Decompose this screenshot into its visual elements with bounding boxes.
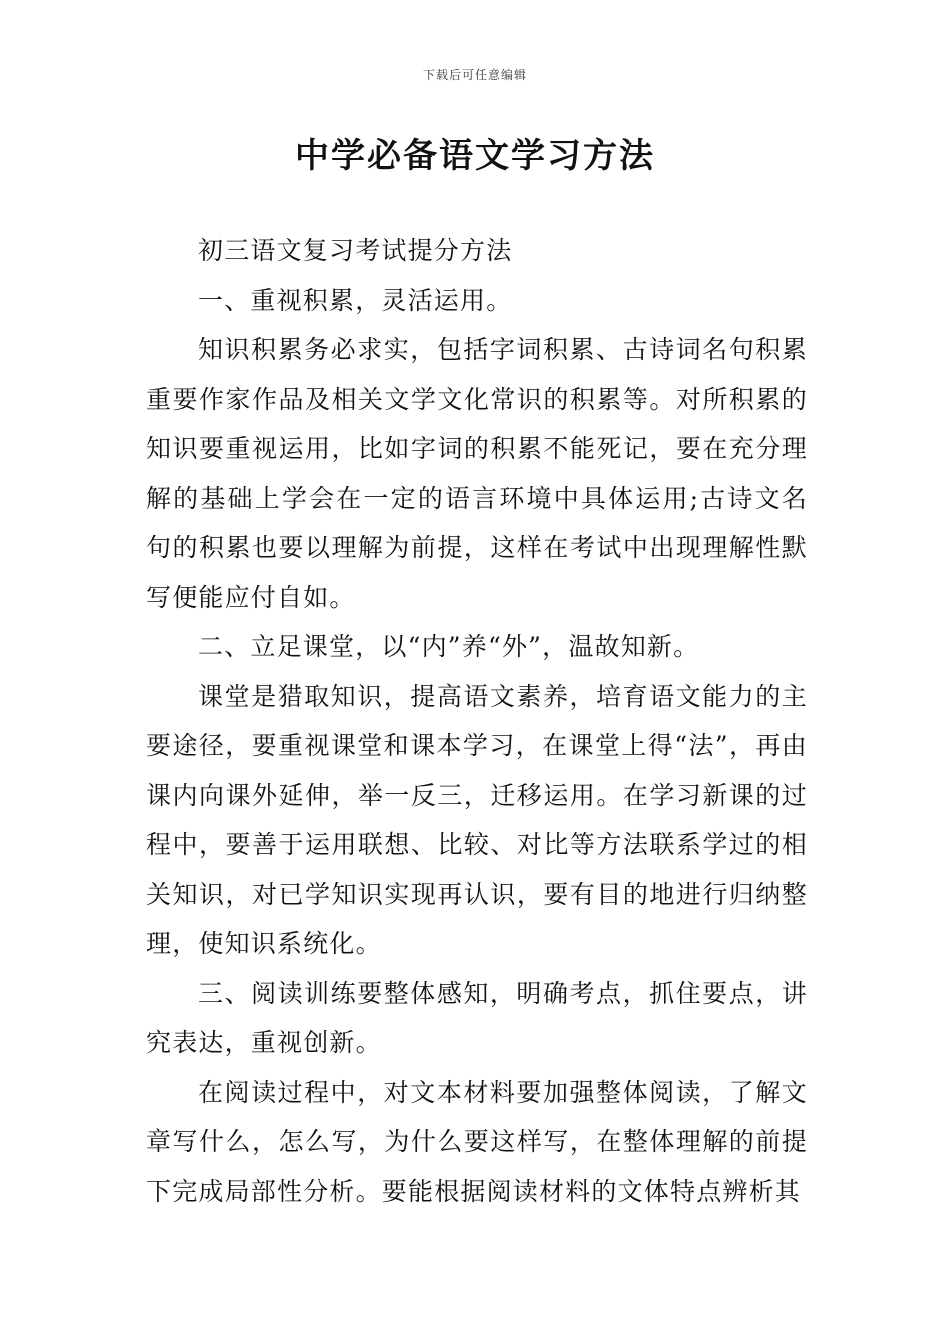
paragraph-section-2-body: 课堂是猎取知识，提高语文素养，培育语文能力的主要途径，要重视课堂和课本学习，在课堂上得“法”，再由课内向课外延伸，举一反三，迁移运用。在学习新课的过程中，要善于运用联想、比较、对比等方法联系学过的相关知识，对已学知识实现再认识，要有目的地进行归纳整理，使知识系统化。 — [146, 681, 808, 958]
header-note: 下载后可任意编辑 — [422, 68, 527, 82]
paragraph-section-2-heading: 二、立足课堂，以“内”养“外”，温故知新。 — [198, 632, 700, 661]
paragraph-section-1-heading: 一、重视积累，灵活运用。 — [198, 285, 513, 315]
document-title: 中学必备语文学习方法 — [295, 136, 655, 176]
paragraph-section-3-heading: 三、阅读训练要整体感知，明确考点，抓住要点，讲究表达，重视创新。 — [146, 978, 808, 1057]
paragraph-section-3-body: 在阅读过程中，对文本材料要加强整体阅读，了解文章写什么，怎么写，为什么要这样写，在整体理解的前提下完成局部性分析。要能根据阅读材料的文体特点辨析其 — [146, 1077, 808, 1206]
document-body — [146, 226, 808, 1216]
paragraph-subtitle: 初三语文复习考试提分方法 — [198, 236, 513, 265]
paragraph-section-1-body: 知识积累务必求实，包括字词积累、古诗词名句积累重要作家作品及相关文学文化常识的积累等。对所积累的知识要重视运用，比如字词的积累不能死记，要在充分理解的基础上学会在一定的语言环境中具体运用;古诗文名句的积累也要以理解为前提，这样在考试中出现理解性默写便能应付自如。 — [146, 335, 808, 612]
